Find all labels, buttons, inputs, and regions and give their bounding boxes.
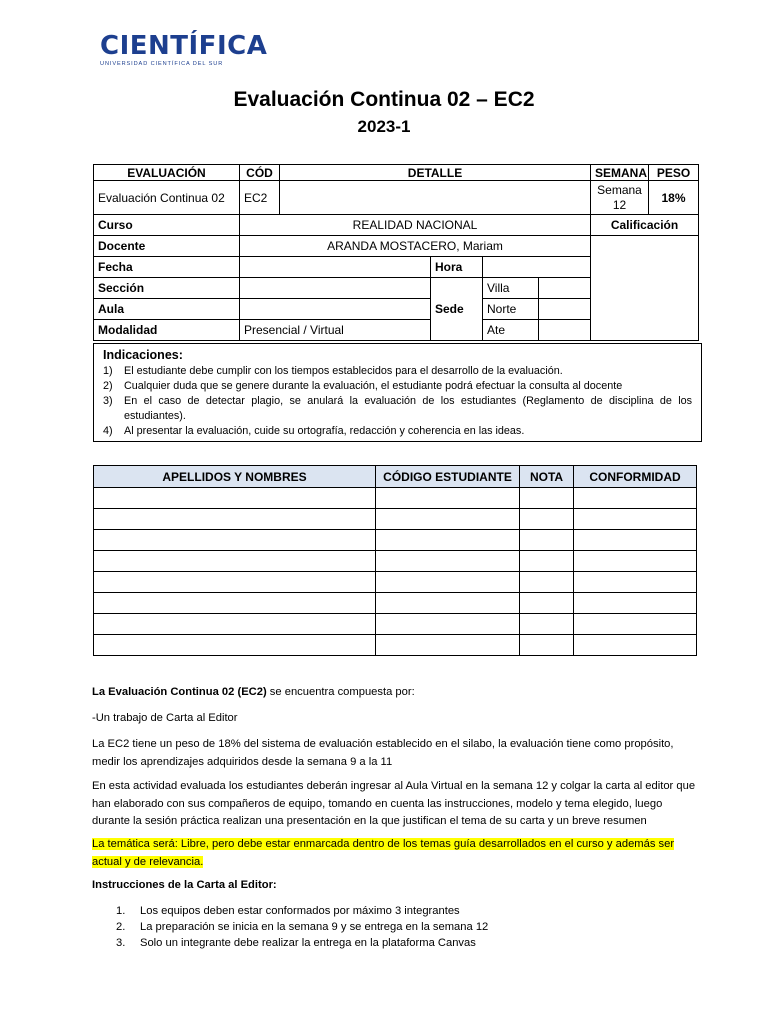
aula-field[interactable]	[240, 299, 431, 320]
sede-option-villa: Villa	[483, 278, 539, 299]
student-code-cell[interactable]	[376, 572, 520, 593]
header-codigo: CÓDIGO ESTUDIANTE	[376, 466, 520, 488]
student-name-cell[interactable]	[94, 635, 376, 656]
step-text: La preparación se inicia en la semana 9 y se entrega en la semana 12	[140, 921, 489, 933]
info-header-row	[94, 165, 699, 181]
student-conformity-cell[interactable]	[574, 593, 697, 614]
step-text: Los equipos deben estar conformados por máximo 3 integrantes	[140, 905, 460, 917]
indicaciones-list	[103, 364, 692, 439]
student-name-cell[interactable]	[94, 488, 376, 509]
modalidad-label: Modalidad	[94, 320, 240, 341]
eval-code: EC2	[240, 181, 280, 215]
student-grade-cell[interactable]	[520, 488, 574, 509]
step-text: Solo un integrante debe realizar la entrega en la plataforma Canvas	[140, 937, 476, 949]
calificacion-label: Calificación	[591, 215, 699, 236]
calificacion-box[interactable]	[591, 236, 699, 341]
curso-value: REALIDAD NACIONAL	[240, 215, 591, 236]
list-item	[103, 394, 692, 424]
table-row	[94, 530, 697, 551]
student-name-cell[interactable]	[94, 593, 376, 614]
student-conformity-cell[interactable]	[574, 614, 697, 635]
table-row	[94, 488, 697, 509]
list-item	[103, 424, 692, 439]
eval-weight: 18%	[649, 181, 699, 215]
table-row	[94, 614, 697, 635]
work-text: -Un trabajo de Carta al Editor	[92, 712, 238, 724]
step-number: 1.	[116, 905, 126, 917]
header-detalle: DETALLE	[280, 165, 591, 181]
item-number: 2)	[103, 380, 113, 392]
header-evaluacion: EVALUACIÓN	[94, 165, 240, 181]
page-title: Evaluación Continua 02 – EC2	[233, 88, 535, 111]
sede-option-ate: Ate	[483, 320, 539, 341]
table-row	[94, 509, 697, 530]
sede-check-norte[interactable]	[539, 299, 591, 320]
student-code-cell[interactable]	[376, 509, 520, 530]
aula-label: Aula	[94, 299, 240, 320]
work-line	[92, 710, 698, 728]
topic-paragraph	[92, 836, 698, 871]
evaluation-info-table	[93, 164, 699, 341]
eval-detail[interactable]	[280, 181, 591, 215]
eval-week: Semana 12	[591, 181, 649, 215]
activity-text: En esta actividad evaluada los estudiantes deberán ingresar al Aula Virtual en la semana 12 y colgar la carta al editor que han elaborado con sus compañeros de equipo, tomando en cuenta las instrucciones, modelo y tema elegido, luego durante la sesión práctica realizan una presentación en la que justifican el tema de su carta y un breve resumen	[92, 780, 696, 827]
weight-paragraph	[92, 736, 698, 771]
header-cod: CÓD	[240, 165, 280, 181]
docente-value: ARANDA MOSTACERO, Mariam	[240, 236, 591, 257]
table-row	[94, 635, 697, 656]
student-code-cell[interactable]	[376, 614, 520, 635]
item-text: El estudiante debe cumplir con los tiempos establecidos para el desarrollo de la evaluación.	[124, 365, 563, 377]
modalidad-value: Presencial / Virtual	[240, 320, 431, 341]
indicaciones-title: Indicaciones:	[103, 348, 183, 362]
student-grade-cell[interactable]	[520, 551, 574, 572]
intro-rest: se encuentra compuesta por:	[266, 686, 415, 698]
info-eval-row	[94, 181, 699, 215]
logo-subtitle: UNIVERSIDAD CIENTÍFICA DEL SUR	[100, 61, 224, 67]
student-name-cell[interactable]	[94, 572, 376, 593]
student-conformity-cell[interactable]	[574, 509, 697, 530]
table-row	[94, 593, 697, 614]
sede-label: Sede	[431, 278, 483, 341]
student-code-cell[interactable]	[376, 551, 520, 572]
hora-field[interactable]	[483, 257, 591, 278]
student-grade-cell[interactable]	[520, 614, 574, 635]
eval-name: Evaluación Continua 02	[94, 181, 240, 215]
instructions-title: Instrucciones de la Carta al Editor:	[92, 879, 277, 891]
table-row	[94, 572, 697, 593]
topic-highlight: La temática será: Libre, pero debe estar enmarcada dentro de los temas guía desarrollados en el curso y además ser actual y de relevancia.	[92, 838, 675, 868]
intro-paragraph	[92, 684, 698, 702]
student-grade-cell[interactable]	[520, 635, 574, 656]
student-code-cell[interactable]	[376, 635, 520, 656]
list-item	[116, 919, 488, 935]
student-grade-cell[interactable]	[520, 593, 574, 614]
student-code-cell[interactable]	[376, 530, 520, 551]
student-conformity-cell[interactable]	[574, 488, 697, 509]
hora-label: Hora	[431, 257, 483, 278]
docente-label: Docente	[94, 236, 240, 257]
header-peso: PESO	[649, 165, 699, 181]
sede-option-norte: Norte	[483, 299, 539, 320]
university-logo	[100, 31, 268, 72]
table-row	[94, 551, 697, 572]
list-item	[103, 364, 692, 379]
list-item	[116, 935, 488, 951]
weight-text: La EC2 tiene un peso de 18% del sistema de evaluación establecido en el silabo, la evaluación tiene como propósito, medir los aprendizajes adquiridos desde la semana 9 a la 11	[92, 738, 674, 768]
indicaciones-box	[93, 343, 702, 442]
instructions-heading	[92, 877, 698, 895]
item-number: 4)	[103, 425, 113, 437]
student-name-cell[interactable]	[94, 509, 376, 530]
student-conformity-cell[interactable]	[574, 530, 697, 551]
list-item	[116, 903, 488, 919]
sede-check-ate[interactable]	[539, 320, 591, 341]
student-name-cell[interactable]	[94, 614, 376, 635]
docente-row	[94, 236, 699, 257]
header-semana: SEMANA	[591, 165, 649, 181]
intro-bold: La Evaluación Continua 02 (EC2)	[92, 686, 267, 698]
page-year: 2023-1	[357, 117, 411, 136]
logo-wordmark: CIENTÍFICA	[100, 31, 268, 61]
student-conformity-cell[interactable]	[574, 572, 697, 593]
step-number: 3.	[116, 937, 126, 949]
list-item	[103, 379, 692, 394]
student-grade-cell[interactable]	[520, 530, 574, 551]
step-number: 2.	[116, 921, 126, 933]
students-header-row	[94, 466, 697, 488]
item-number: 3)	[103, 395, 113, 407]
curso-row	[94, 215, 699, 236]
activity-paragraph	[92, 778, 698, 831]
student-code-cell[interactable]	[376, 488, 520, 509]
curso-label: Curso	[94, 215, 240, 236]
students-table	[93, 465, 697, 656]
item-text: Al presentar la evaluación, cuide su ortografía, redacción y coherencia en las ideas.	[124, 425, 525, 437]
student-conformity-cell[interactable]	[574, 551, 697, 572]
sede-check-villa[interactable]	[539, 278, 591, 299]
header-nota: NOTA	[520, 466, 574, 488]
seccion-label: Sección	[94, 278, 240, 299]
instructions-list	[116, 903, 488, 951]
student-grade-cell[interactable]	[520, 572, 574, 593]
student-name-cell[interactable]	[94, 551, 376, 572]
item-text: En el caso de detectar plagio, se anulará la evaluación de los estudiantes (Reglamento de disciplina de los estudiantes).	[124, 395, 692, 422]
header-conformidad: CONFORMIDAD	[574, 466, 697, 488]
header-apellidos: APELLIDOS Y NOMBRES	[94, 466, 376, 488]
item-text: Cualquier duda que se genere durante la evaluación, el estudiante podrá efectuar la consulta al docente	[124, 380, 623, 392]
student-conformity-cell[interactable]	[574, 635, 697, 656]
seccion-field[interactable]	[240, 278, 431, 299]
fecha-label: Fecha	[94, 257, 240, 278]
student-name-cell[interactable]	[94, 530, 376, 551]
student-grade-cell[interactable]	[520, 509, 574, 530]
item-number: 1)	[103, 365, 113, 377]
student-code-cell[interactable]	[376, 593, 520, 614]
fecha-field[interactable]	[240, 257, 431, 278]
